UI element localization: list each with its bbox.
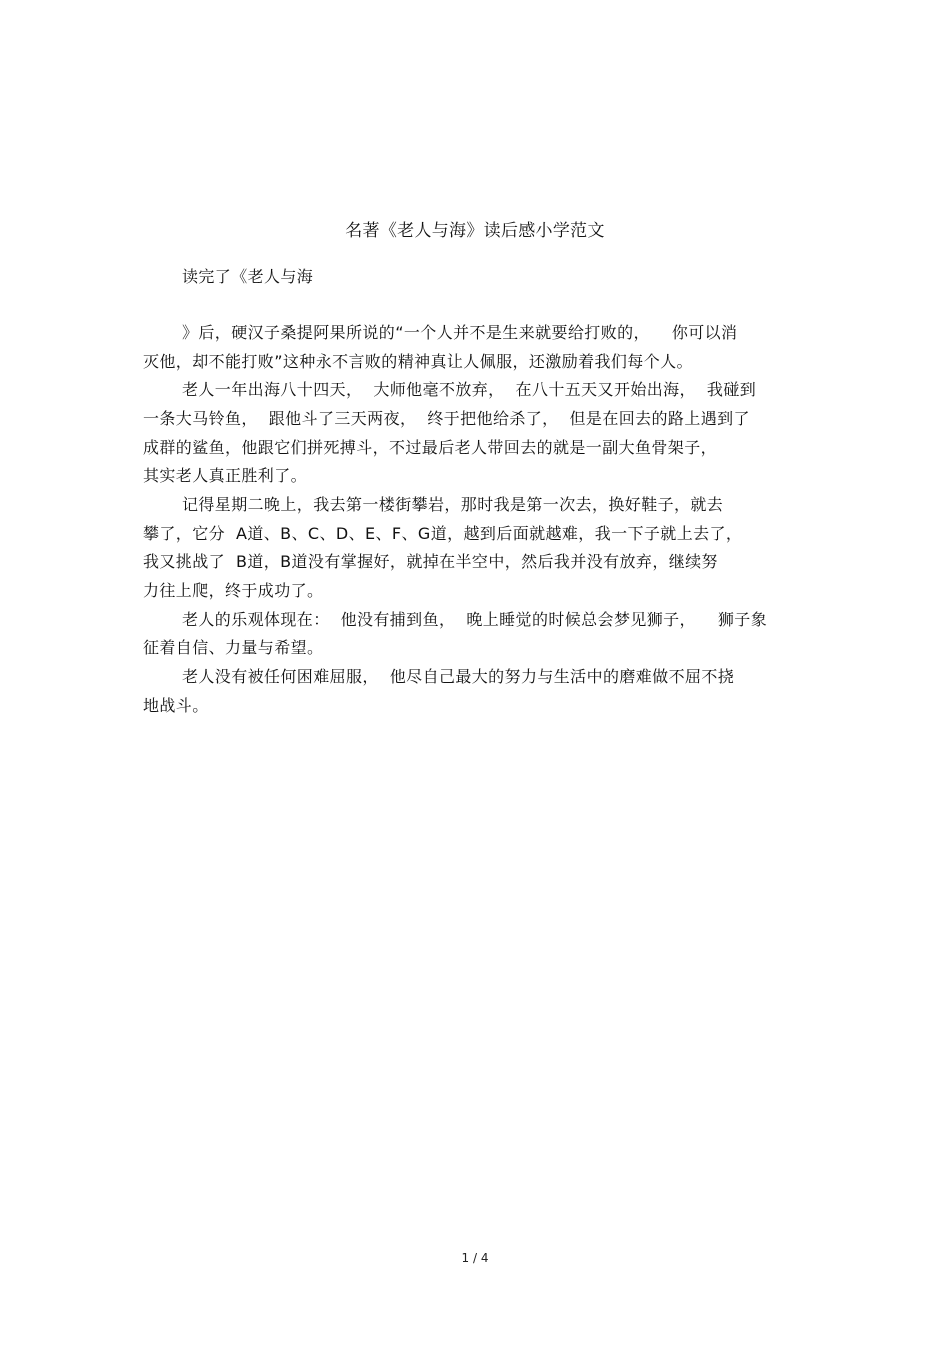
paragraph-line: 我又挑战了 B道，B道没有掌握好，就掉在半空中，然后我并没有放弃，继续努 — [143, 552, 718, 571]
paragraph-line: 一条大马铃鱼， 跟他斗了三天两夜， 终于把他给杀了， 但是在回去的路上遇到了 — [143, 409, 750, 428]
paragraph-line: 老人的乐观体现在： 他没有捕到鱼， 晚上睡觉的时候总会梦见狮子， 狮子象 — [182, 610, 768, 629]
paragraph-line: 其实老人真正胜利了。 — [143, 466, 308, 485]
paragraph-line: 地战斗。 — [143, 696, 209, 715]
paragraph-line: 征着自信、力量与希望。 — [143, 638, 324, 657]
paragraph-line: 攀了，它分 A道、B、C、D、E、F、G道，越到后面就越难，我一下子就上去了， — [143, 524, 743, 543]
paragraph-line: 读完了《老人与海 — [182, 267, 314, 286]
paragraph-line: 老人一年出海八十四天， 大师他毫不放弃， 在八十五天又开始出海， 我碰到 — [182, 380, 757, 399]
paragraph-line: 》后，硬汉子桑提阿果所说的“一个人并不是生来就要给打败的， 你可以消 — [182, 323, 738, 342]
paragraph-line: 成群的鲨鱼，他跟它们拼死搏斗，不过最后老人带回去的就是一副大鱼骨架子， — [143, 438, 718, 457]
paragraph-line: 力往上爬，终于成功了。 — [143, 581, 324, 600]
document-title: 名著《老人与海》读后感小学范文 — [345, 221, 605, 241]
paragraph-line: 老人没有被任何困难屈服， 他尽自己最大的努力与生活中的磨难做不屈不挠 — [182, 667, 735, 686]
paragraph-line: 灭他，却不能打败”这种永不言败的精神真让人佩服，还激励着我们每个人。 — [143, 352, 693, 371]
paragraph-line: 记得星期二晚上，我去第一楼街攀岩，那时我是第一次去，换好鞋子，就去 — [182, 495, 724, 514]
page-number: 1 / 4 — [461, 1251, 489, 1265]
